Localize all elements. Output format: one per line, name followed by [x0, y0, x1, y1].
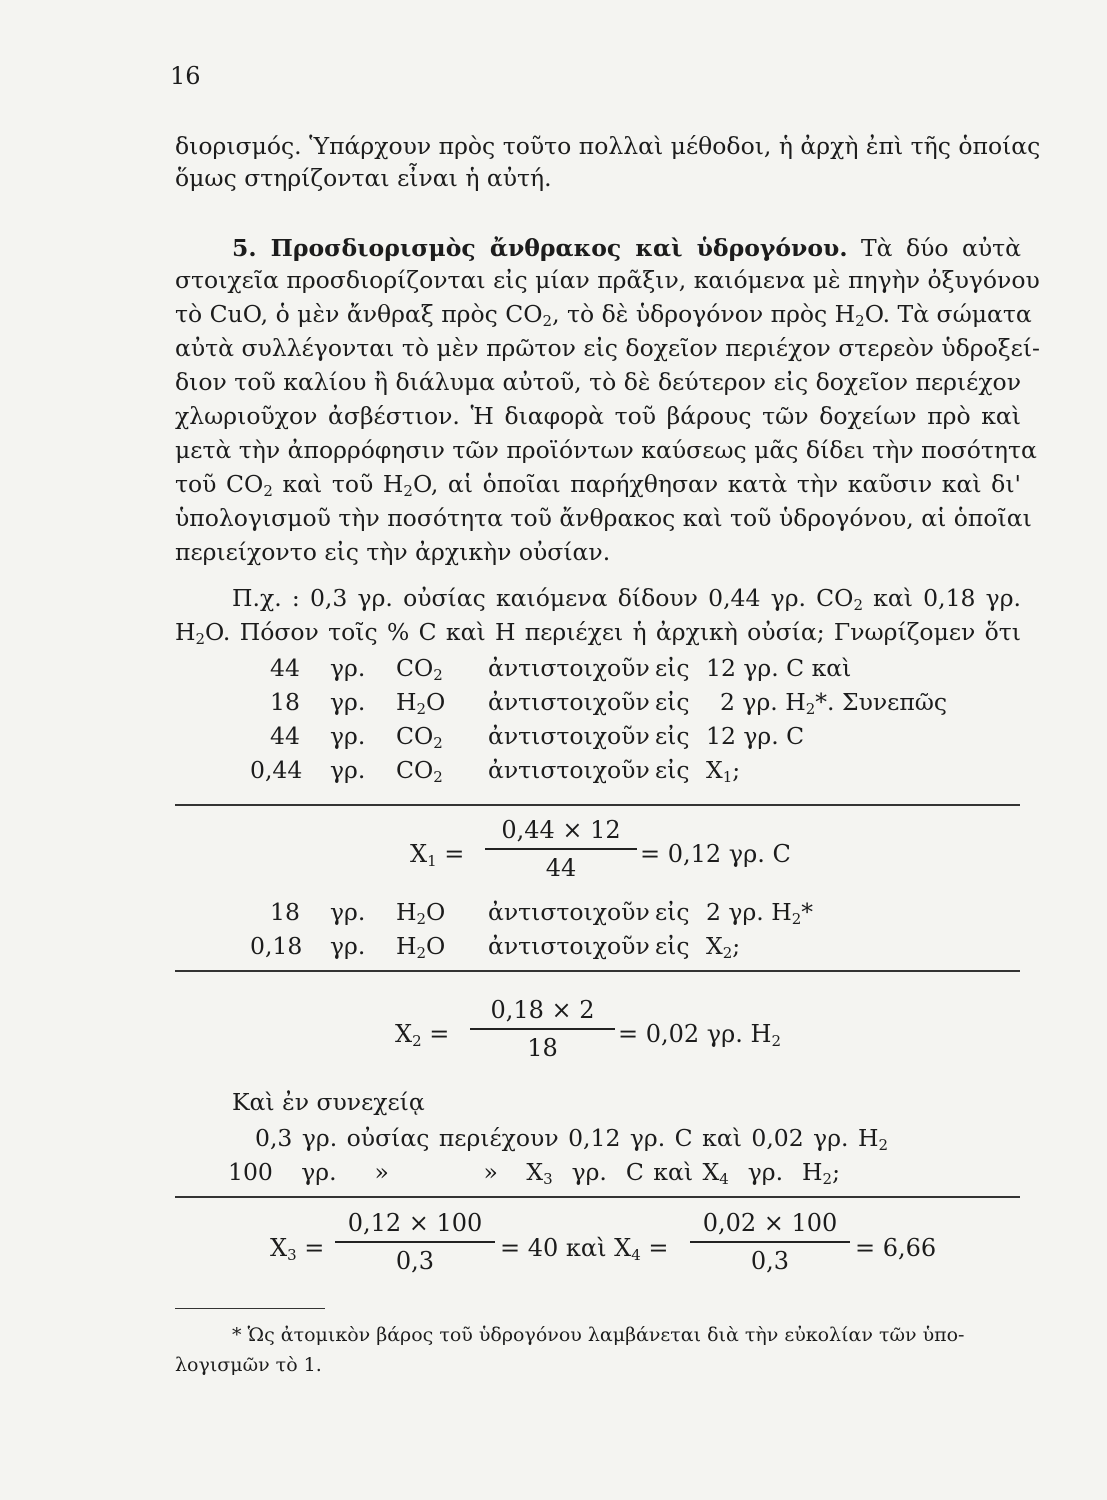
table-cell: γρ.	[330, 654, 366, 682]
table-cell	[706, 754, 740, 793]
text-fragment: 0,3 γρ. οὐσίας περιέχουν 0,12 γρ. C καὶ 0,02 γρ. H	[255, 1124, 879, 1152]
equation-rhs: = 0,12 γρ. C	[640, 840, 791, 868]
table-cell: ἀντιστοιχοῦν	[488, 932, 650, 960]
table-cell: 18	[270, 688, 300, 716]
fraction-bar	[470, 1028, 615, 1030]
subscript: 2	[433, 768, 443, 786]
fraction	[335, 1208, 495, 1276]
text-fragment: O	[426, 932, 446, 960]
subscript: 1	[722, 768, 733, 786]
table-cell: 44	[270, 722, 300, 750]
text-line	[175, 616, 1021, 655]
separator-rule	[175, 1196, 1020, 1198]
text-line: ὅμως στηρίζονται εἶναι ἡ αὐτή.	[175, 164, 552, 192]
text-line: χλωριοῦχον ἀσβέστιον. Ἡ διαφορὰ τοῦ βάρους τῶν δοχείων πρὸ καὶ	[175, 402, 1021, 430]
equation-rhs	[618, 1018, 781, 1057]
table-cell: 0,44	[250, 756, 303, 784]
text-line: αὐτὰ συλλέγονται τὸ μὲν πρῶτον εἰς δοχεῖον περιέχον στερεὸν ὑδροξεί-	[175, 334, 1041, 362]
text-fragment: Π.χ. : 0,3 γρ. οὐσίας καιόμενα δίδουν 0,44 γρ. CO	[232, 584, 854, 612]
table-cell: 0,18	[250, 932, 303, 960]
text-fragment: καὶ 0,18 γρ.	[862, 584, 1021, 612]
table-cell: γρ.	[330, 932, 366, 960]
text-fragment: CO	[396, 756, 434, 784]
text-line: στοιχεῖα προσδιορίζονται εἰς μίαν πρᾶξιν, καιόμενα μὲ πηγὴν ὀξυγόνου	[175, 266, 1040, 294]
table-cell: εἰς	[655, 722, 690, 750]
footnote-line: λογισμῶν τὸ 1.	[175, 1354, 322, 1376]
fraction	[470, 995, 615, 1063]
fraction-denominator: 44	[545, 853, 577, 882]
table-cell: 44	[270, 654, 300, 682]
text-fragment: CO	[396, 654, 434, 682]
text-fragment: = 0,02 γρ. H	[618, 1020, 772, 1048]
subscript: 3	[287, 1246, 297, 1264]
text-fragment: X	[706, 756, 723, 784]
footnote-line: * Ὡς ἀτομικὸν βάρος τοῦ ὑδρογόνου λαμβάνεται διὰ τὴν εὐκολίαν τῶν ὑπο-	[232, 1324, 965, 1346]
text-fragment: = 40 καὶ X	[500, 1234, 632, 1262]
text-fragment: τὸ CuO, ὁ μὲν ἄνθραξ πρὸς CO	[175, 300, 543, 328]
text-fragment: ;	[832, 1158, 840, 1186]
text-line: περιείχοντο εἰς τὴν ἀρχικὴν οὐσίαν.	[175, 538, 611, 566]
text-fragment: *	[801, 898, 814, 926]
text-fragment: ;	[732, 932, 741, 960]
subscript: 2	[403, 482, 413, 500]
equation-lhs: $X_2$ =	[395, 1020, 450, 1050]
subscript: 4	[631, 1246, 641, 1264]
text-line: διον τοῦ καλίου ἢ διάλυμα αὐτοῦ, τὸ δὲ δεύτερον εἰς δοχεῖον περιέχον	[175, 368, 1021, 396]
fraction-denominator: 0,3	[750, 1246, 790, 1275]
text-fragment: H	[396, 688, 417, 716]
text-line: Καὶ ἐν συνεχείᾳ	[232, 1088, 425, 1116]
text-fragment: *. Συνεπῶς	[815, 688, 948, 716]
subscript: 2	[805, 700, 816, 718]
table-cell: 12 γρ. C	[706, 722, 805, 750]
table-cell: γρ.	[330, 688, 366, 716]
table-cell: γρ.	[330, 756, 366, 784]
subscript: 2	[195, 630, 206, 648]
subscript: 3	[543, 1170, 553, 1188]
text-fragment: γρ. H	[728, 1158, 823, 1186]
fraction-numerator: 0,18 × 2	[490, 996, 595, 1024]
equation-mid: = 40 καὶ $X_4$ =	[500, 1234, 669, 1264]
fraction-numerator: 0,12 × 100	[347, 1209, 483, 1237]
table-cell: ἀντιστοιχοῦν	[488, 722, 650, 750]
text-fragment: X	[270, 1234, 288, 1262]
subscript: 2	[416, 700, 427, 718]
separator-rule	[175, 804, 1020, 806]
subscript: 2	[433, 734, 443, 752]
text-fragment: H	[396, 898, 417, 926]
subscript: 2	[433, 666, 443, 684]
table-cell	[396, 754, 443, 793]
subscript: 2	[855, 312, 865, 330]
text-fragment: CO	[396, 722, 434, 750]
table-cell: 12 γρ. C καὶ	[706, 654, 852, 682]
table-cell: εἰς	[655, 688, 690, 716]
subscript: 2	[878, 1136, 889, 1154]
table-cell	[706, 930, 740, 969]
fraction-denominator: 18	[527, 1033, 558, 1062]
text-line: ὑπολογισμοῦ τὴν ποσότητα τοῦ ἄνθρακος καὶ τοῦ ὑδρογόνου, αἱ ὁποῖαι	[175, 504, 1032, 532]
text-fragment: H	[396, 932, 417, 960]
text-fragment: X	[395, 1020, 413, 1048]
table-cell: εἰς	[655, 654, 690, 682]
fraction-denominator: 0,3	[395, 1246, 435, 1275]
text-fragment: O. Τὰ σώματα	[864, 300, 1032, 328]
subscript: 2	[542, 312, 553, 330]
section-heading: 5. Προσδιορισμὸς ἄνθρακος καὶ ὑδρογόνου.	[232, 234, 848, 262]
subscript: 2	[853, 596, 863, 614]
text-fragment: X	[410, 840, 428, 868]
text-fragment: X	[706, 932, 723, 960]
text-line	[228, 1156, 840, 1195]
section-heading-line	[232, 232, 1021, 264]
footnote-rule	[175, 1308, 325, 1309]
page-number: 16	[170, 62, 201, 90]
text-fragment: O. Πόσον τοῖς % C καὶ H περιέχει ἡ ἀρχικὴ οὐσία; Γνωρίζομεν ὅτι	[205, 618, 1021, 646]
text-fragment: 100 γρ. » » X	[228, 1158, 544, 1186]
table-cell: εἰς	[655, 932, 690, 960]
table-cell: γρ.	[330, 898, 366, 926]
table-cell: εἰς	[655, 898, 690, 926]
table-cell: ἀντιστοιχοῦν	[488, 654, 650, 682]
fraction-bar	[335, 1241, 495, 1243]
fraction-bar	[690, 1241, 850, 1243]
text-line: διορισμός. Ὑπάρχουν πρὸς τοῦτο πολλαὶ μέθοδοι, ἡ ἀρχὴ ἐπὶ τῆς ὁποίας	[175, 132, 1041, 160]
subscript: 4	[719, 1170, 729, 1188]
text-fragment: ;	[732, 756, 741, 784]
fraction-numerator: 0,02 × 100	[702, 1209, 838, 1237]
fraction-bar	[485, 848, 637, 850]
table-cell: ἀντιστοιχοῦν	[488, 898, 650, 926]
fraction	[690, 1208, 850, 1276]
text-fragment: τοῦ CO	[175, 470, 264, 498]
equation-rhs: = 6,66	[855, 1234, 937, 1262]
subscript: 2	[416, 944, 427, 962]
text-fragment: γρ. C καὶ X	[552, 1158, 720, 1186]
text-line: μετὰ τὴν ἀπορρόφησιν τῶν προϊόντων καύσεως μᾶς δίδει τὴν ποσότητα	[175, 436, 1037, 464]
text-fragment: 2 γρ. H	[720, 688, 806, 716]
subscript: 2	[771, 1032, 781, 1050]
equation-lhs: $X_1$ =	[410, 840, 465, 870]
fraction-numerator: 0,44 × 12	[501, 816, 621, 844]
table-cell: ἀντιστοιχοῦν	[488, 688, 650, 716]
text-fragment: H	[175, 618, 196, 646]
subscript: 2	[822, 1170, 833, 1188]
subscript: 2	[791, 910, 802, 928]
table-cell	[396, 930, 445, 969]
table-cell: ἀντιστοιχοῦν	[488, 756, 650, 784]
table-cell: εἰς	[655, 756, 690, 784]
text-fragment: Τὰ δύο αὐτὰ	[860, 234, 1021, 262]
text-fragment: O, αἱ ὁποῖαι παρήχθησαν κατὰ τὴν καῦσιν καὶ δι'	[412, 470, 1022, 498]
fraction	[485, 815, 637, 883]
subscript: 1	[427, 852, 437, 870]
separator-rule	[175, 970, 1020, 972]
subscript: 2	[412, 1032, 422, 1050]
subscript: 2	[722, 944, 733, 962]
equation-lhs: $X_3$ =	[270, 1234, 325, 1264]
table-cell: 18	[270, 898, 300, 926]
subscript: 2	[263, 482, 273, 500]
text-fragment: 2 γρ. H	[706, 898, 792, 926]
text-fragment: O	[426, 898, 446, 926]
text-fragment: , τὸ δὲ ὑδρογόνον πρὸς H	[552, 300, 856, 328]
subscript: 2	[416, 910, 427, 928]
table-cell: γρ.	[330, 722, 366, 750]
text-fragment: καὶ τοῦ H	[272, 470, 404, 498]
text-fragment: O	[426, 688, 446, 716]
